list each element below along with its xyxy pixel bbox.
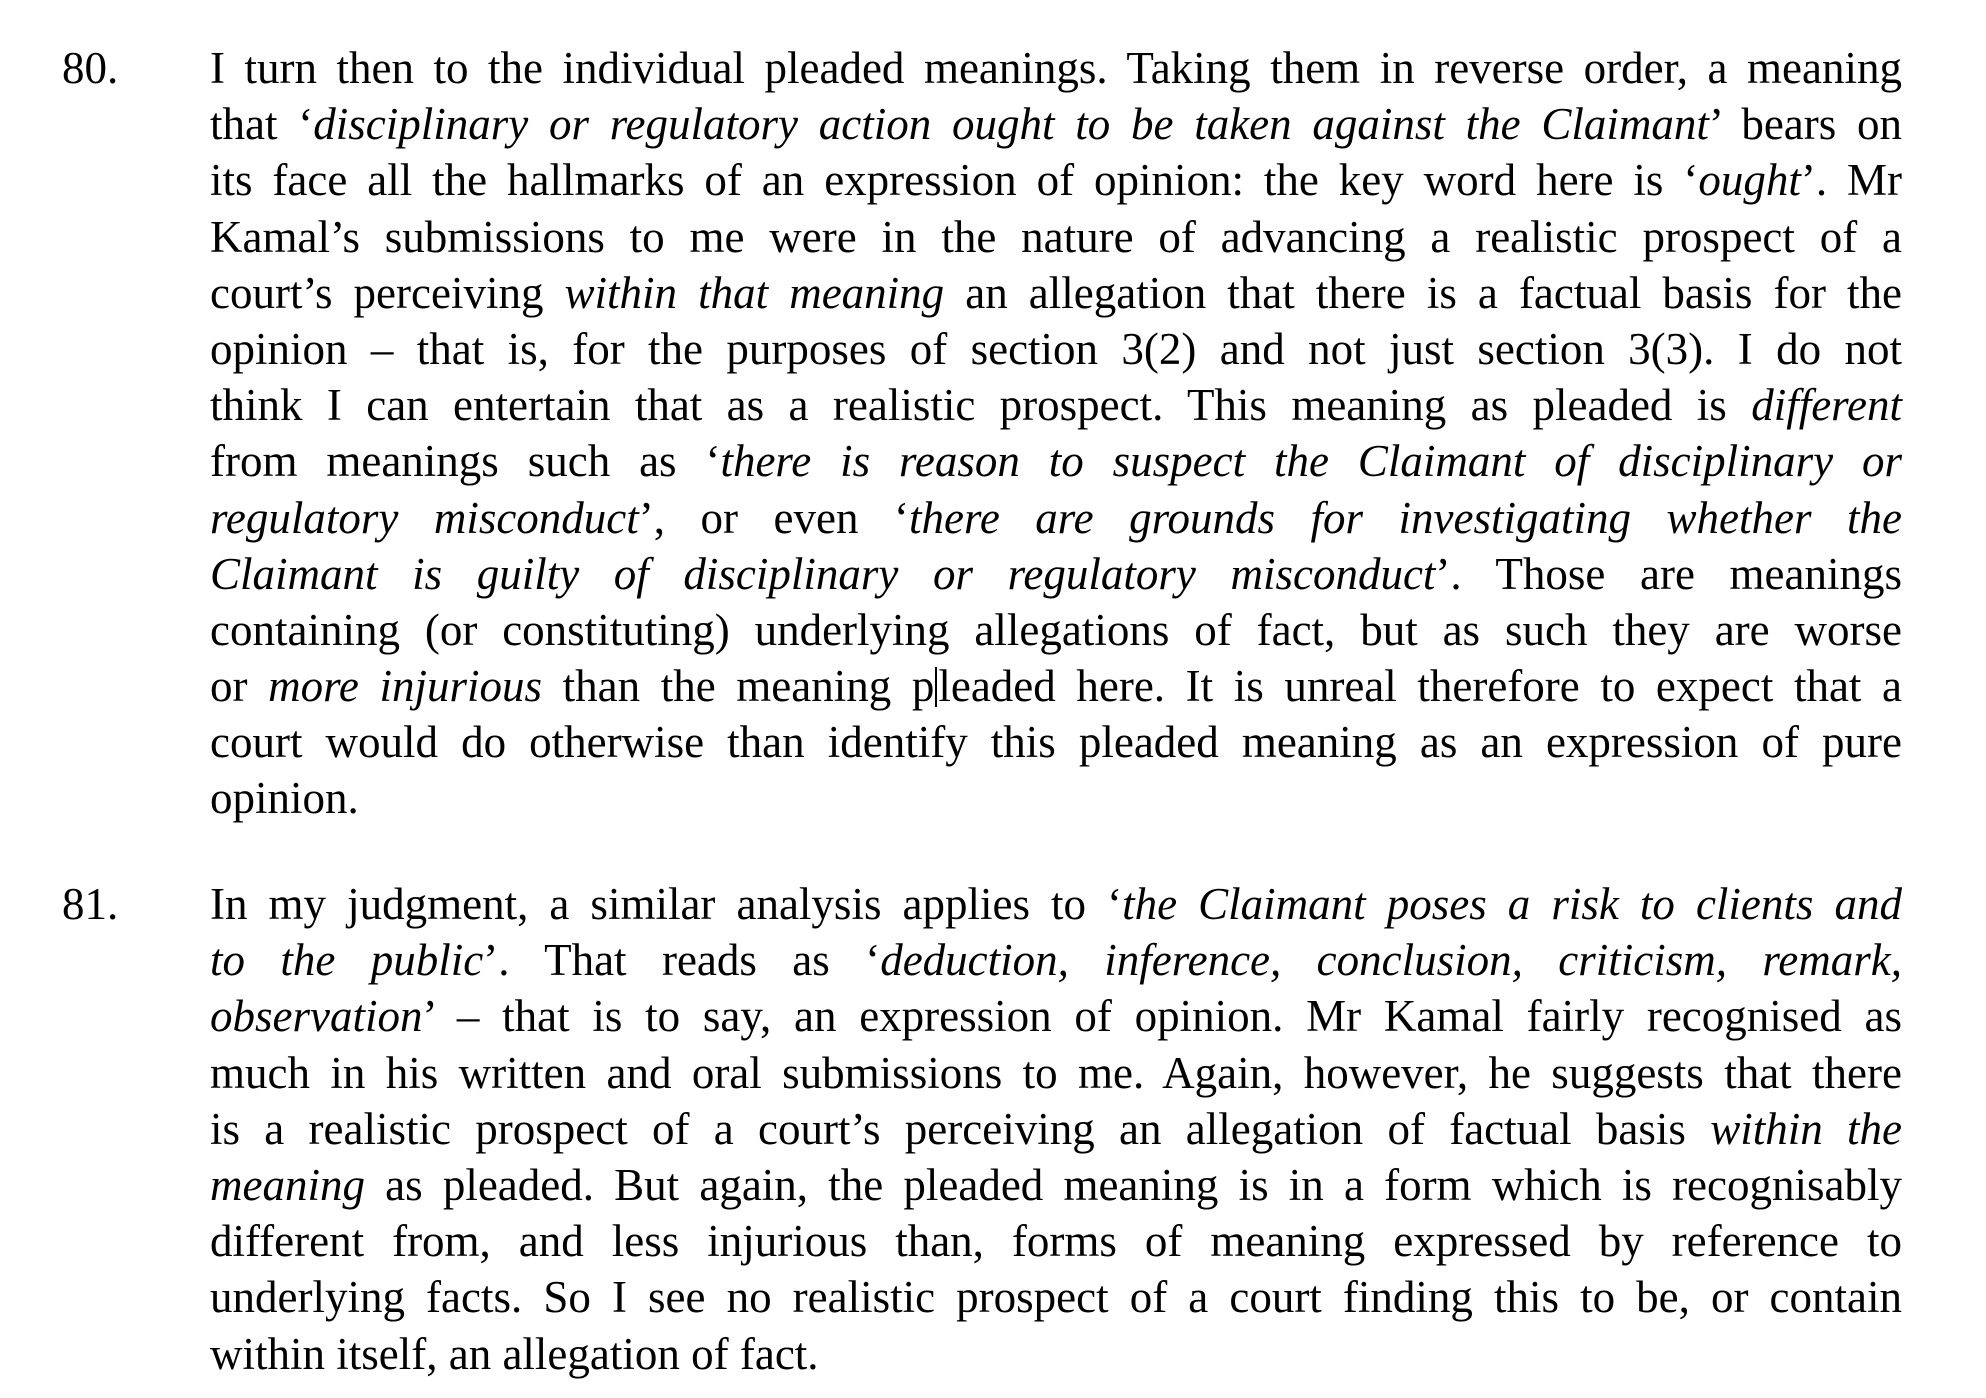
text-line bbox=[210, 152, 1902, 208]
italic-quote: Claimant is guilty of disciplinary or regulatory misconduct bbox=[210, 548, 1436, 599]
text-run: ’. Those are meanings bbox=[1435, 548, 1902, 599]
paragraph-text[interactable] bbox=[210, 876, 1902, 1382]
text-line bbox=[210, 209, 1902, 265]
text-run: underlying facts. So I see no realistic prospect of a court finding this to be, or contain bbox=[210, 1272, 1902, 1323]
italic-quote: to the public bbox=[210, 935, 484, 986]
text-line bbox=[210, 876, 1902, 932]
text-run: that ‘ bbox=[210, 99, 314, 150]
text-line bbox=[210, 490, 1902, 546]
text-run: an allegation that there is a factual basis for the bbox=[944, 267, 1902, 318]
text-run: opinion. bbox=[210, 773, 359, 824]
text-line bbox=[210, 1326, 1902, 1382]
italic-quote: ought bbox=[1698, 155, 1801, 206]
text-line bbox=[210, 265, 1902, 321]
text-run: or bbox=[210, 661, 269, 712]
text-line bbox=[210, 546, 1902, 602]
paragraph-number: 81. bbox=[62, 879, 119, 929]
text-line bbox=[210, 932, 1902, 988]
italic-quote: the Claimant poses a risk to clients and bbox=[1122, 879, 1902, 929]
text-run: court’s perceiving bbox=[210, 267, 565, 318]
italic-quote: meaning bbox=[210, 1159, 365, 1210]
text-run: different from, and less injurious than, forms of meaning expressed by reference to bbox=[210, 1216, 1902, 1267]
text-line bbox=[210, 1269, 1902, 1325]
italic-quote: regulatory misconduct bbox=[210, 492, 639, 543]
text-line bbox=[210, 96, 1902, 152]
italic-quote: disciplinary or regulatory action ought to be taken against the Claimant bbox=[313, 99, 1709, 150]
text-run: than the meaning p bbox=[542, 661, 935, 712]
text-run: think I can entertain that as a realistic prospect. This meaning as pleaded is bbox=[210, 380, 1752, 431]
text-run: is a realistic prospect of a court’s perceiving an allegation of factual basis bbox=[210, 1103, 1711, 1154]
text-line bbox=[210, 770, 1902, 826]
text-line bbox=[210, 1157, 1902, 1213]
text-run: from meanings such as ‘ bbox=[210, 436, 721, 487]
text-line bbox=[210, 1045, 1902, 1101]
text-run: I turn then to the individual pleaded meanings. Taking them in reverse order, a meaning bbox=[210, 43, 1902, 93]
text-line bbox=[210, 433, 1902, 489]
text-run: much in his written and oral submissions to me. Again, however, he suggests that there bbox=[210, 1047, 1902, 1098]
text-run: as pleaded. But again, the pleaded meaning is in a form which is recognisably bbox=[364, 1159, 1902, 1210]
italic-quote: there are grounds for investigating whether the bbox=[909, 492, 1902, 543]
text-run: ’. Mr bbox=[1800, 155, 1902, 206]
text-run: ’, or even ‘ bbox=[638, 492, 909, 543]
text-run: ’ bears on bbox=[1708, 99, 1903, 150]
text-line bbox=[210, 714, 1902, 770]
text-line bbox=[210, 40, 1902, 96]
text-run: opinion – that is, for the purposes of section 3(2) and not just section 3(3). I do not bbox=[210, 323, 1902, 374]
text-line bbox=[210, 988, 1902, 1044]
italic-quote: different bbox=[1751, 380, 1902, 431]
text-line bbox=[210, 321, 1902, 377]
italic-quote: within the bbox=[1710, 1103, 1902, 1154]
text-line bbox=[210, 1213, 1902, 1269]
text-run: containing (or constituting) underlying allegations of fact, but as such they are worse bbox=[210, 604, 1902, 655]
text-run: ’ – that is to say, an expression of opinion. Mr Kamal fairly recognised as bbox=[422, 991, 1902, 1042]
italic-quote: deduction, inference, conclusion, criticism, remark, bbox=[880, 935, 1902, 986]
text-run: Kamal’s submissions to me were in the nature of advancing a realistic prospect of a bbox=[210, 211, 1902, 262]
paragraph-text[interactable] bbox=[210, 40, 1902, 827]
text-line bbox=[210, 658, 1902, 714]
text-run: ’. That reads as ‘ bbox=[483, 935, 881, 986]
text-run: leaded here. It is unreal therefore to expect that a bbox=[938, 661, 1902, 712]
paragraph-number: 80. bbox=[62, 43, 119, 93]
text-line bbox=[210, 1101, 1902, 1157]
text-line bbox=[210, 602, 1902, 658]
italic-quote: observation bbox=[210, 991, 423, 1042]
italic-quote: more injurious bbox=[268, 661, 543, 712]
italic-quote: within that meaning bbox=[564, 267, 945, 318]
text-run: court would do otherwise than identify this pleaded meaning as an expression of pure bbox=[210, 717, 1902, 768]
text-line bbox=[210, 377, 1902, 433]
text-run: its face all the hallmarks of an expression of opinion: the key word here is ‘ bbox=[210, 155, 1699, 206]
text-run: within itself, an allegation of fact. bbox=[210, 1328, 819, 1379]
text-run: In my judgment, a similar analysis applies to ‘ bbox=[210, 879, 1123, 929]
italic-quote: there is reason to suspect the Claimant of disciplinary or bbox=[720, 436, 1902, 487]
